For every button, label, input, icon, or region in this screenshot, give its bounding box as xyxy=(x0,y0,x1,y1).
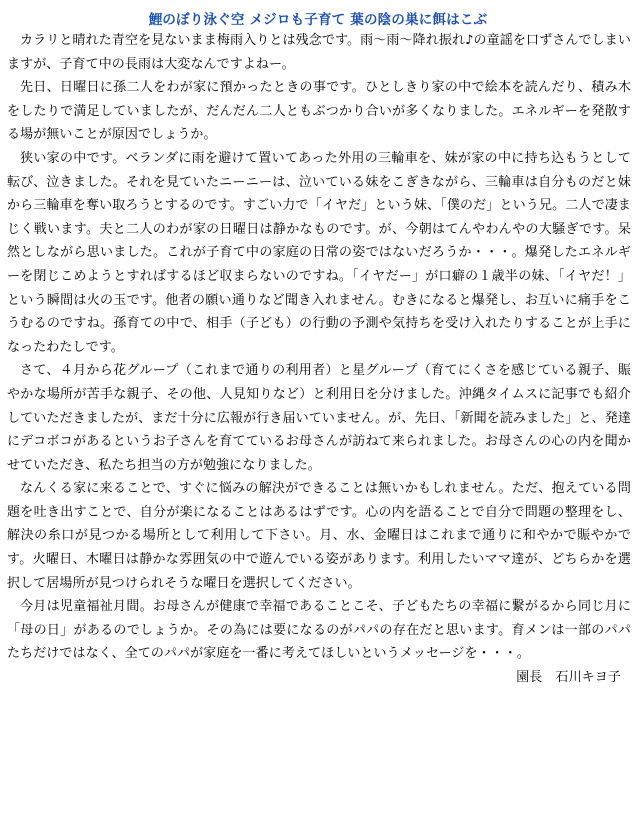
author-signature: 園長 石川キヨ子 xyxy=(516,670,621,686)
paragraph-6: 今月は児童福祉月間。お母さんが健康で幸福であることこそ、子どもたちの幸福に繋がるから同じ月に「母の日」があるのでしょうか。その為には要になるのがパパの存在だと思います。育メンは一部のパパたちだけではなく、全てのパパが家庭を一番に考えてほしいというメッセージを・・・。 xyxy=(7,599,631,662)
article-body xyxy=(7,29,631,690)
article-title: 鯉のぼり泳ぐ空 メジロも子育て 葉の陰の巣に餌はこぶ xyxy=(148,12,488,28)
paragraph-2: 先日、日曜日に孫二人をわが家に預かったときの事です。ひとしきり家の中で絵本を読んだり、積み木をしたりで満足していましたが、だんだん二人ともぶつかり合いが多くなりました。エネルギーを発散する場が無いことが原因でしょうか。 xyxy=(7,80,631,143)
paragraph-4: さて、４月から花グループ（これまで通りの利用者）と星グループ（育てにくさを感じている親子、賑やかな場所が苦手な親子、その他、人見知りなど）と利用日を分けました。沖縄タイムスに記事でも紹介していただきましたが、まだ十分に広報が行き届いていません。が、先日、「新聞を読みました」と、発達にデコボコがあるというお子さんを育てているお母さんが訪ねて来られました。お母さんの心の内を聞かせていただき、私たち担当の方が勉強になりました。 xyxy=(7,363,631,473)
paragraph-3: 狭い家の中です。ベランダに雨を避けて置いてあった外用の三輪車を、妹が家の中に持ち込もうとして転び、泣きました。それを見ていたニーニーは、泣いている妹をこぎきながら、三輪車は自分ものだと妹から三輪車を奪い取ろうとするのです。すごい力で「イヤだ」という妹、「僕のだ」という兄。二人で凄まじく戦います。夫と二人のわが家の日曜日は静かなものです。が、今朝はてんやわんやの大騒ぎです。呆然としながら思いました。これが子育て中の家庭の日常の姿ではないだろうか・・・。爆発したエネルギーを閉じこめようとすればするほど収まらないのですね。「イヤだー」が口癖の１歳半の妹、「イヤだ！」という瞬間は火の玉です。他者の願い通りなど聞き入れません。むきになると爆発し、お互いに痛手をこうむるのですね。孫育ての中で、相手（子ども）の行動の予測や気持ちを受け入れたりすることが上手になったわたしです。 xyxy=(7,150,631,355)
paragraph-5: なんくる家に来ることで、すぐに悩みの解決ができることは無いかもしれません。ただ、抱えている問題を吐き出すことで、自分が楽になることはあるはずです。心の内を語ることで自分で問題の整理をし、解決の糸口が見つかる場所として利用して下さい。月、水、金曜日はこれまで通りに和やかで賑やかです。火曜日、木曜日は静かな雰囲気の中で遊んでいる姿があります。利用したいママ達が、どちらかを選択して居場所が見つけられそうな曜日を選択してください。 xyxy=(7,481,631,591)
paragraph-1: カラリと晴れた青空を見ないまま梅雨入りとは残念です。雨～雨～降れ振れ♪の童謡を口ずさんでしまいますが、子育て中の長雨は大変なんですよねー。 xyxy=(7,33,631,72)
